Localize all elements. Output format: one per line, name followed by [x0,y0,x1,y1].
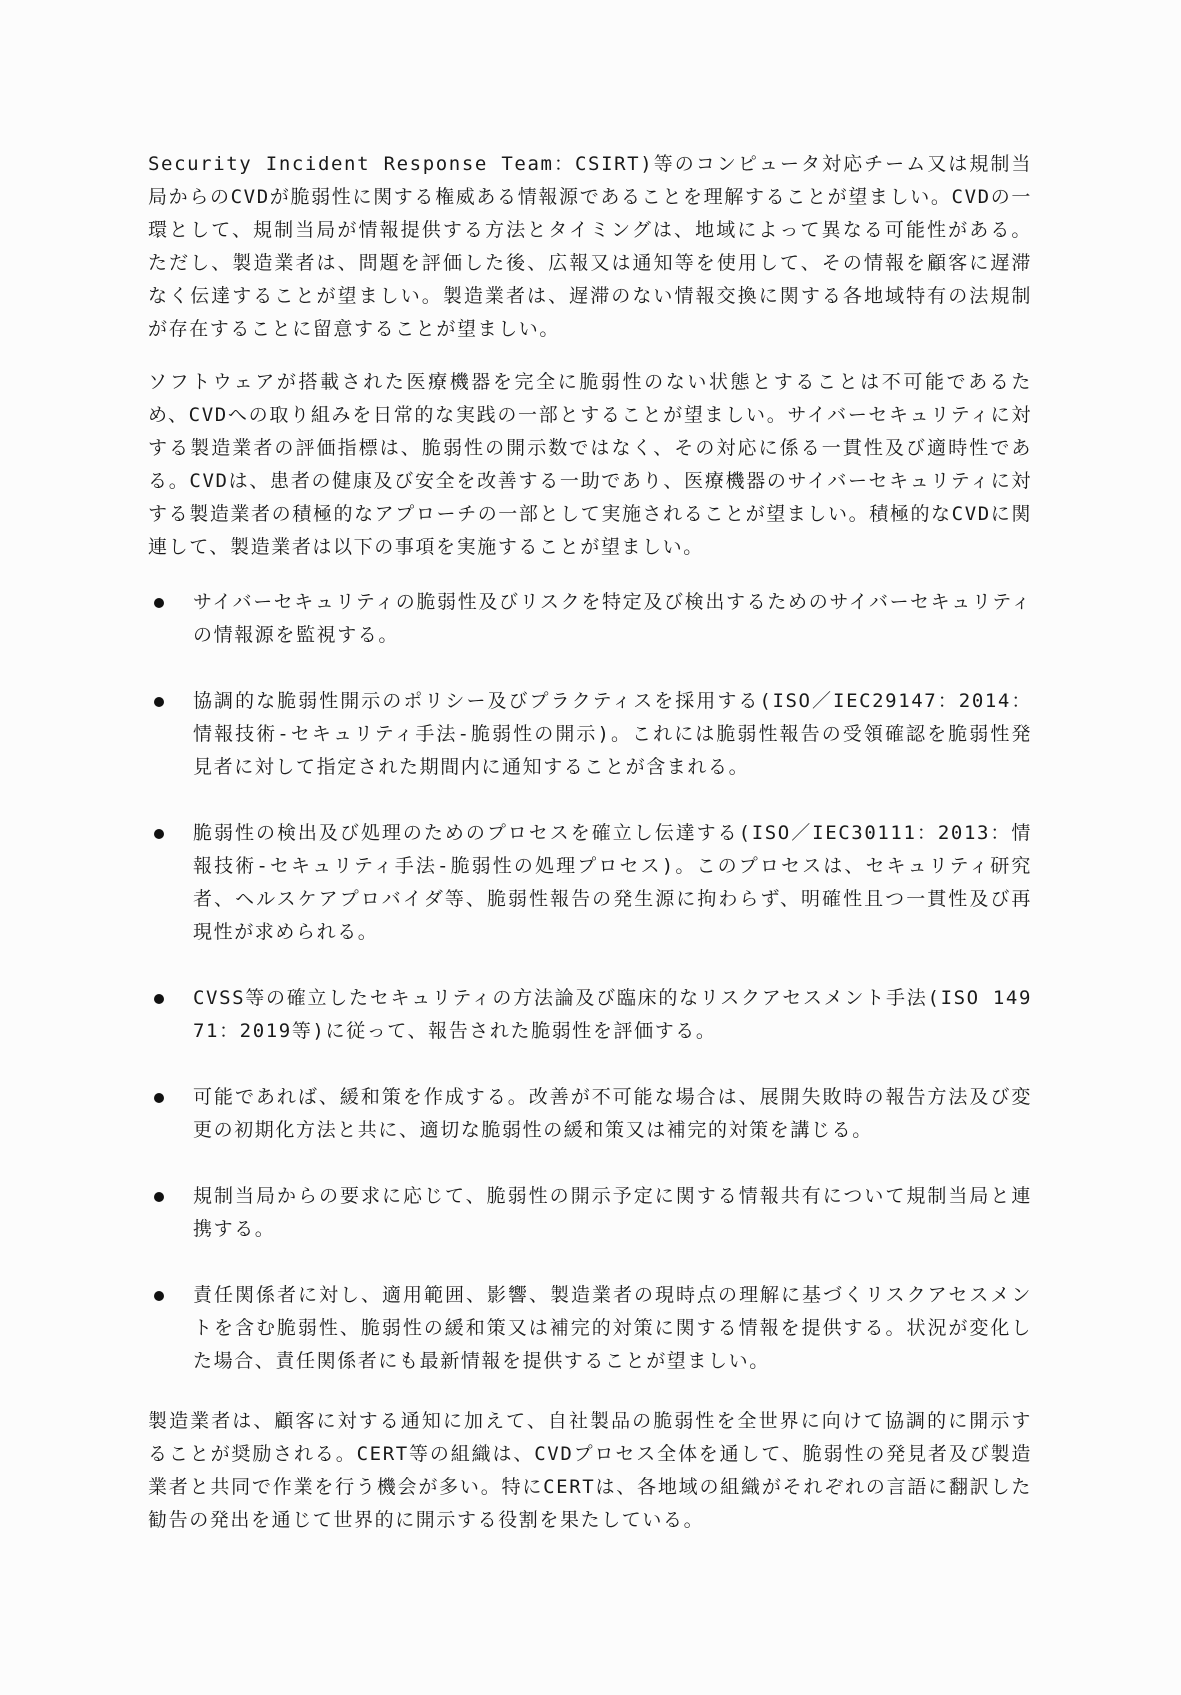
list-item [148,982,1032,1048]
list-item [148,685,1032,784]
bullet-icon [154,697,164,707]
list-item [148,1081,1032,1147]
intro-paragraph-1: Security Incident Response Team：CSIRT)等のコンピュータ対応チーム又は規制当局からのCVDが脆弱性に関する権威ある情報源であることを理解することが望ましい。CVDの一環として、規制当局が情報提供する方法とタイミングは、地域によって異なる可能性がある。ただし、製造業者は、問題を評価した後、広報又は通知等を使用して、その情報を顧客に遅滞なく伝達することが望ましい。製造業者は、遅滞のない情報交換に関する各地域特有の法規制が存在することに留意することが望ましい。 [148,153,1032,340]
bullet-text: 可能であれば、緩和策を作成する。改善が不可能な場合は、展開失敗時の報告方法及び変更の初期化方法と共に、適切な脆弱性の緩和策又は補完的対策を講じる。 [193,1086,1032,1141]
list-item [148,586,1032,652]
closing-paragraph: 製造業者は、顧客に対する通知に加えて、自社製品の脆弱性を全世界に向けて協調的に開示することが奨励される。CERT等の組織は、CVDプロセス全体を通して、脆弱性の発見者及び製造業者と共同で作業を行う機会が多い。特にCERTは、各地域の組織がそれぞれの言語に翻訳した勧告の発出を通じて世界的に開示する役割を果たしている。 [148,1410,1032,1531]
intro-paragraph-2: ソフトウェアが搭載された医療機器を完全に脆弱性のない状態とすることは不可能であるため、CVDへの取り組みを日常的な実践の一部とすることが望ましい。サイバーセキュリティに対する製造業者の評価指標は、脆弱性の開示数ではなく、その対応に係る一貫性及び適時性である。CVDは、患者の健康及び安全を改善する一助であり、医療機器のサイバーセキュリティに対する製造業者の積極的なアプローチの一部として実施されることが望ましい。積極的なCVDに関連して、製造業者は以下の事項を実施することが望ましい。 [148,371,1032,558]
bullet-icon [154,1093,164,1103]
bullet-text: サイバーセキュリティの脆弱性及びリスクを特定及び検出するためのサイバーセキュリティの情報源を監視する。 [193,591,1032,646]
bullet-text: 責任関係者に対し、適用範囲、影響、製造業者の現時点の理解に基づくリスクアセスメントを含む脆弱性、脆弱性の緩和策又は補完的対策に関する情報を提供する。状況が変化した場合、責任関係者にも最新情報を提供することが望ましい。 [193,1284,1032,1372]
bullet-icon [154,994,164,1004]
list-item [148,1180,1032,1246]
bullet-text: 規制当局からの要求に応じて、脆弱性の開示予定に関する情報共有について規制当局と連携する。 [193,1185,1032,1240]
bullet-icon [154,598,164,608]
bullet-icon [154,829,164,839]
bullet-text: 協調的な脆弱性開示のポリシー及びプラクティスを採用する(ISO／IEC29147：2014：情報技術-セキュリティ手法-脆弱性の開示)。これには脆弱性報告の受領確認を脆弱性発見者に対して指定された期間内に通知することが含まれる。 [193,690,1032,778]
bullet-icon [154,1192,164,1202]
bullet-text: CVSS等の確立したセキュリティの方法論及び臨床的なリスクアセスメント手法(ISO 14971：2019等)に従って、報告された脆弱性を評価する。 [193,987,1032,1042]
bullet-list [148,586,1032,1378]
list-item [148,1279,1032,1378]
bullet-icon [154,1291,164,1301]
bullet-text: 脆弱性の検出及び処理のためのプロセスを確立し伝達する(ISO／IEC30111：2013：情報技術-セキュリティ手法-脆弱性の処理プロセス)。このプロセスは、セキュリティ研究者、ヘルスケアプロバイダ等、脆弱性報告の発生源に拘わらず、明確性且つ一貫性及び再現性が求められる。 [193,822,1032,943]
list-item [148,817,1032,949]
document-page [148,148,1032,1557]
